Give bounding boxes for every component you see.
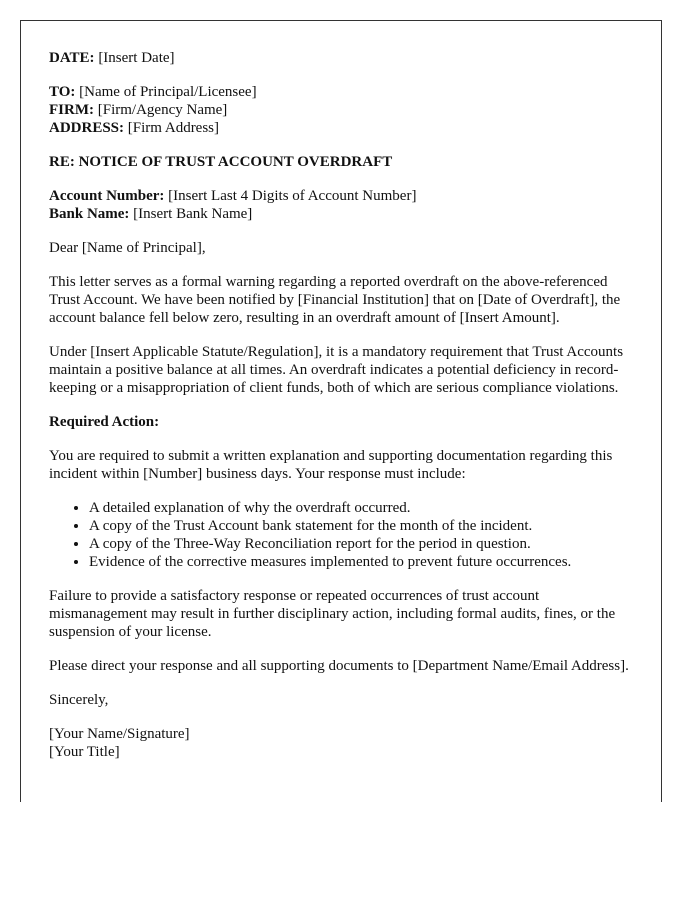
account-block: [49, 187, 633, 223]
account-number-label: Account Number:: [49, 188, 165, 204]
signature-title: [Your Title]: [49, 744, 120, 760]
subject-line: [49, 153, 633, 171]
list-item: • A copy of the Trust Account bank statement for the month of the incident.: [89, 517, 633, 535]
paragraph-warning: Failure to provide a satisfactory response or repeated occurrences of trust account mismanagement may result in further disciplinary action, including formal audits, fines, or the suspension of your license.: [49, 588, 616, 640]
required-action-heading: [49, 413, 633, 431]
recipient-block: [49, 83, 633, 137]
date-line: [49, 49, 633, 67]
list-item: • A copy of the Three-Way Reconciliation report for the period in question.: [89, 535, 633, 553]
required-action-intro: You are required to submit a written explanation and supporting documentation regarding this incident within [Number] business days. Your response must include:: [49, 448, 613, 482]
bank-name-label: Bank Name:: [49, 206, 130, 222]
date-value: [Insert Date]: [94, 50, 175, 66]
to-value: [Name of Principal/Licensee]: [75, 84, 257, 100]
signature-name: [Your Name/Signature]: [49, 726, 190, 742]
address-value: [Firm Address]: [124, 120, 220, 136]
closing: Sincerely,: [49, 692, 109, 708]
firm-label: FIRM:: [49, 102, 94, 118]
signature-block: [49, 725, 633, 761]
subject-text: RE: NOTICE OF TRUST ACCOUNT OVERDRAFT: [49, 154, 393, 170]
document-viewport: [20, 20, 662, 802]
required-items-list: [49, 499, 633, 571]
required-action-heading-text: Required Action:: [49, 414, 160, 430]
date-label: DATE:: [49, 50, 95, 66]
to-label: TO:: [49, 84, 76, 100]
paragraph-overdraft-notice: This letter serves as a formal warning regarding a reported overdraft on the above-referenced Trust Account. We have been notified by [Financial Institution] that on [Date of Overdraft], the account balance fell below zero, resulting in an overdraft amount of [Insert Amount].: [49, 274, 621, 326]
bank-name-value: [Insert Bank Name]: [129, 206, 253, 222]
letter-page: [20, 20, 662, 802]
paragraph-statute: Under [Insert Applicable Statute/Regulation], it is a mandatory requirement that Trust Accounts maintain a positive balance at all times. An overdraft indicates a potential deficiency in record-keeping or a misappropriation of client funds, both of which are serious compliance violations.: [49, 344, 624, 396]
salutation: Dear [Name of Principal],: [49, 240, 206, 256]
account-number-value: [Insert Last 4 Digits of Account Number]: [164, 188, 417, 204]
paragraph-direction: Please direct your response and all supporting documents to [Department Name/Email Address].: [49, 658, 629, 674]
list-item: • Evidence of the corrective measures implemented to prevent future occurrences.: [89, 553, 633, 571]
address-label: ADDRESS:: [49, 120, 125, 136]
firm-value: [Firm/Agency Name]: [94, 102, 228, 118]
list-item: • A detailed explanation of why the overdraft occurred.: [89, 499, 633, 517]
